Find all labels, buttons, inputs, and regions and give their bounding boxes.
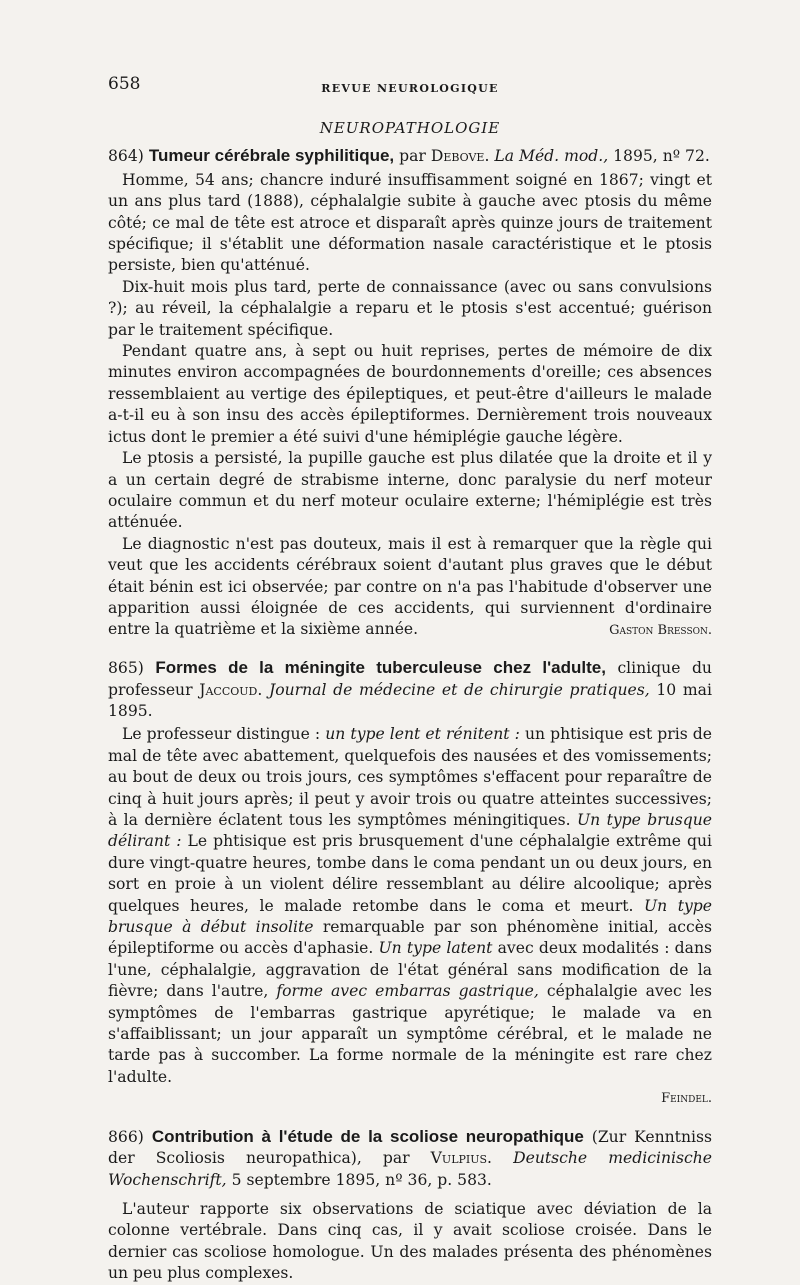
article-title: Contribution à l'étude de la scoliose neuropathique — [151, 1126, 584, 1146]
paragraph: Le ptosis a persisté, la pupille gauche est plus dilatée que la droite et il y a un certain degré de strabisme interne, donc paralysie du nerf moteur oculaire commun et du nerf moteur oculaire externe; l'hémiplégie est très atténuée. — [108, 449, 712, 532]
article-citation: 10 mai 1895. — [108, 680, 712, 720]
signature: Gaston Bresson. — [609, 622, 712, 638]
text-run: Le professeur distingue : — [122, 725, 321, 744]
article-subtitle: (Zur Kenntniss der Scoliosis neuropathica), par — [108, 1127, 712, 1168]
article-journal: Journal de médecine et de chirurgie pratiques, — [269, 680, 650, 699]
article-author: Jaccoud. — [199, 680, 263, 699]
text-italic: Un type latent — [378, 939, 493, 958]
article-by: clinique du professeur — [108, 659, 712, 699]
text-italic: un type lent et rénitent : — [325, 725, 520, 744]
article-by: par — [399, 147, 426, 166]
paragraph: L'auteur rapporte six observations de sciatique avec déviation de la colonne vertébrale. Dans cinq cas, il y avait scoliose croisée. Dans le dernier cas scoliose homologue. Un des malades présenta des phénomènes un peu plus complexes. — [108, 1199, 712, 1283]
text-run: avec deux modalités : dans l'une, céphalalgie, aggravation de l'état général sans modification de la fièvre; dans l'autre, — [108, 939, 712, 1001]
text-run: Le phtisique est pris brusquement d'une céphalalgie extrême qui dure vingt-quatre heures, tombe dans le coma pendant un ou deux jours, en sort en proie à un violent délire ressemblant au délire alcoolique; après quelques heures, le malade retombe dans le coma et meurt. — [108, 832, 712, 915]
article-title: Formes de la méningite tuberculeuse chez l'adulte, — [155, 658, 606, 678]
article-number: 864) — [108, 147, 144, 166]
page-header — [108, 70, 712, 98]
article-number: 865) — [108, 659, 144, 678]
article-author: Debove. — [430, 147, 490, 166]
article-citation: 5 septembre 1895, nº 36, p. 583. — [231, 1170, 492, 1189]
signature: Feindel. — [661, 1091, 712, 1107]
paragraph — [108, 724, 712, 1088]
text-italic: Un type brusque délirant : — [108, 811, 712, 851]
paragraph: Pendant quatre ans, à sept ou huit reprises, pertes de mémoire de dix minutes environ accompagnées de bourdonnements d'oreille; ces absences ressemblaient au vertige des épileptiques, et peut-être d'ailleurs le malade a-t-il eu à son insu des accès épileptiformes. Dernièrement trois nouveaux ictus dont le premier a été suivi d'une hémiplégie gauche légère. — [108, 342, 712, 446]
text-run: remarquable par son phénomène initial, accès épileptiforme ou accès d'aphasie. — [108, 918, 712, 958]
article-author: Vulpius. — [430, 1149, 493, 1168]
page-number: 658 — [108, 74, 141, 94]
paragraph: Dix-huit mois plus tard, perte de connaissance (avec ou sans convulsions ?); au réveil, la céphalalgie a reparu et le ptosis s'est accentué; guérison par le traitement spécifique. — [108, 277, 712, 339]
text-run: un phtisique est pris de mal de tête avec abattement, quelquefois des nausées et des vomissements; au bout de deux ou trois jours, ces symptômes s'effacent pour reparaître de cinq à huit jours après; il peut y avoir trois ou quatre atteintes successives; à la dernière éclatent tous les symptômes méningitiques. — [108, 725, 713, 829]
article-866 — [108, 1126, 712, 1285]
paragraph: Homme, 54 ans; chancre induré insuffisamment soigné en 1867; vingt et un ans plus tard (1888), céphalalgie subite à gauche avec ptosis du même côté; ce mal de tête est atroce et disparaît après quinze jours de traitement spécifique; il s'établit une déformation nasale caractéristique et le ptosis persiste, bien qu'atténué. — [108, 170, 712, 275]
running-head: REVUE NEUROLOGIQUE — [321, 82, 499, 95]
article-title: Tumeur cérébrale syphilitique, — [148, 146, 395, 166]
text-italic: Un type brusque à début insolite — [108, 896, 712, 937]
article-heading — [108, 657, 712, 722]
article-865 — [108, 657, 712, 1110]
article-citation: 1895, nº 72. — [613, 147, 710, 166]
article-heading — [108, 1126, 712, 1191]
article-864 — [108, 145, 712, 641]
page — [108, 70, 712, 1285]
article-number: 866) — [108, 1127, 144, 1146]
article-journal: La Méd. mod., — [494, 147, 609, 166]
paragraph: Le diagnostic n'est pas douteux, mais il est à remarquer que la règle qui veut que les accidents cérébraux soient d'autant plus graves que le début était bénin est ici observée; par contre on n'a pas l'habitude d'observer une apparition aussi éloignée de ces accidents, qui surviennent d'ordinaire entre la quatrième et la sixième année. — [108, 534, 712, 639]
text-italic: forme avec embarras gastrique, — [276, 982, 539, 1001]
text-run: céphalalgie avec les symptômes de l'embarras gastrique apyrétique; le malade va en s'affaiblissant; un jour apparaît un symptôme cérébral, et le malade ne tarde pas à succomber. La forme normale de la méningite est rare chez l'adulte. — [108, 982, 712, 1086]
article-journal: Deutsche medicinische Wochenschrift, — [108, 1149, 712, 1189]
article-heading — [108, 145, 712, 167]
section-title: NEUROPATHOLOGIE — [319, 119, 501, 137]
